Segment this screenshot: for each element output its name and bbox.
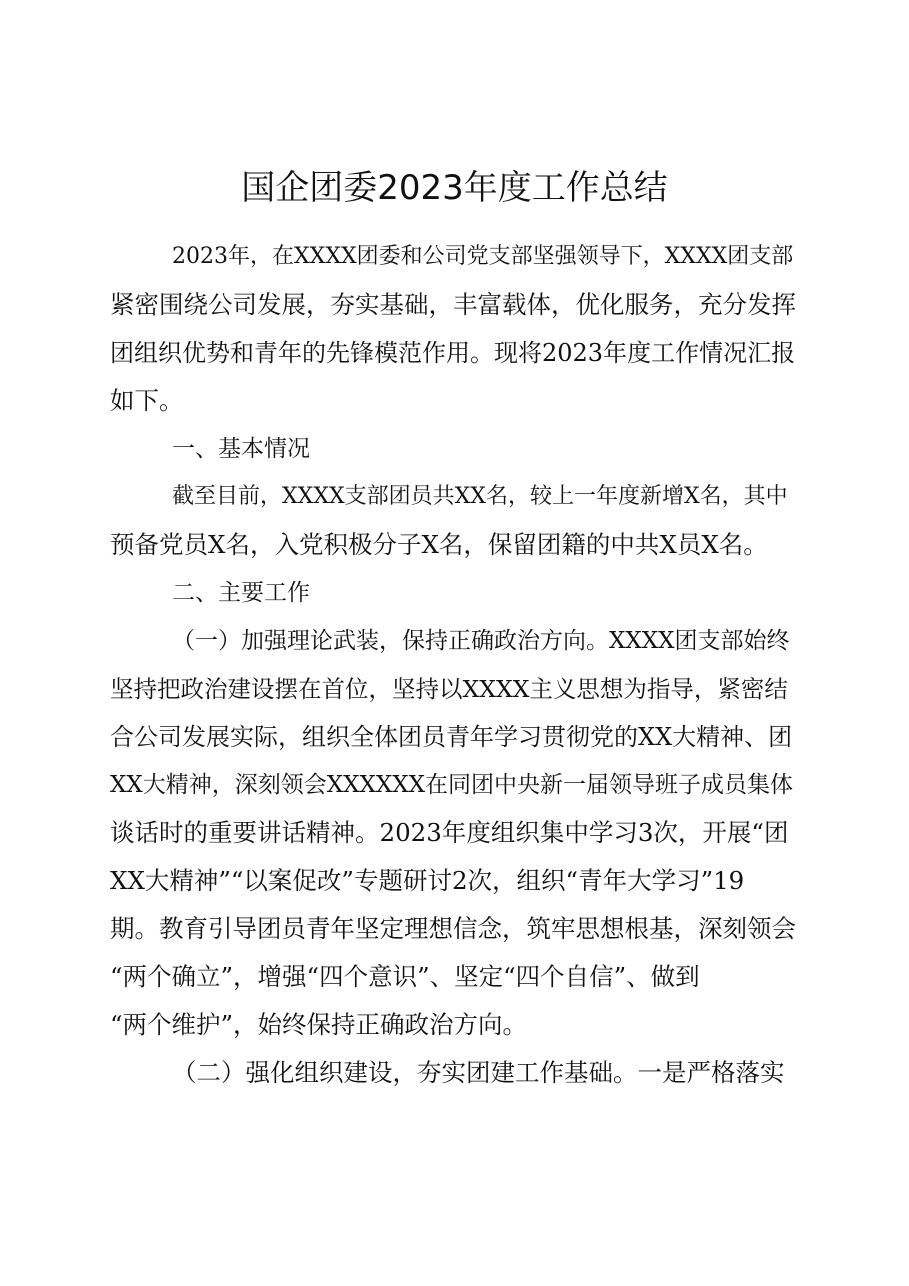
body-line: （一）加强理论武装，保持正确政治方向。XXXX团支部始终 — [172, 628, 790, 654]
body-line: “两个维护”，始终保持正确政治方向。 — [110, 1010, 528, 1039]
body-line: 坚持把政治建设摆在首位，坚持以XXXX主义思想为指导，紧密结 — [110, 675, 788, 703]
body-line: 2023年，在XXXX团委和公司党支部坚强领导下，XXXX团支部 — [172, 244, 794, 269]
section-heading-basic: 一、基本情况 — [172, 436, 310, 462]
body-line: 如下。 — [110, 386, 184, 415]
body-line: “两个确立”，增强“四个意识”、坚定“四个自信”、做到 — [110, 962, 700, 991]
section-heading-main-work: 二、主要工作 — [172, 580, 310, 606]
body-line: XX大精神”“以案促改”专题研讨2次，组织“青年大学习”19 — [110, 866, 745, 895]
body-line: 预备党员X名，入党积极分子X名，保留团籍的中共X员X名。 — [110, 530, 768, 559]
body-line: 期。教育引导团员青年坚定理想信念，筑牢思想根基，深刻领会 — [110, 914, 796, 943]
document-title: 国企团委2023年度工作总结 — [241, 168, 668, 208]
body-line: XX大精神，深刻领会XXXXXX在同团中央新一届领导班子成员集体 — [110, 772, 793, 798]
body-line: 团组织优势和青年的先锋模范作用。现将2023年度工作情况汇报 — [110, 339, 796, 367]
body-line: 截至目前，XXXX支部团员共XX名，较上一年度新增X名，其中 — [172, 484, 788, 509]
body-line: 谈话时的重要讲话精神。2023年度组织集中学习3次，开展“团 — [110, 818, 789, 847]
body-line: 合公司发展实际，组织全体团员青年学习贯彻党的XX大精神、团 — [110, 723, 793, 751]
body-line: （二）强化组织建设，夯实团建工作基础。一是严格落实 — [172, 1058, 785, 1087]
body-line: 紧密围绕公司发展，夯实基础，丰富载体，优化服务，充分发挥 — [110, 290, 796, 319]
